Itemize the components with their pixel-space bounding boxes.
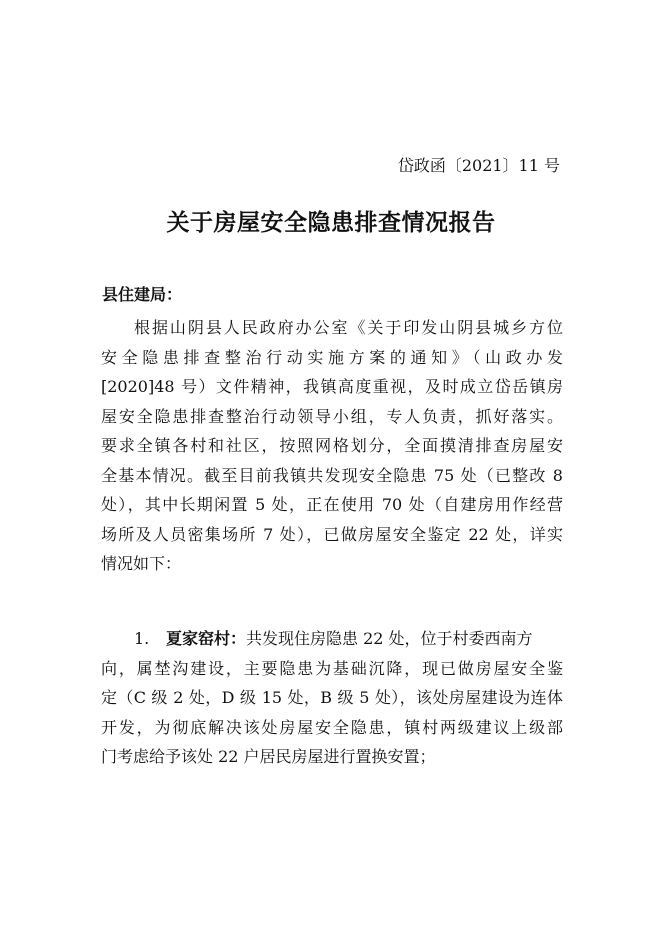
- paragraph-line: 向，属埜沟建设，主要隐患为基础沉降，现已做房屋安全鉴: [101, 658, 563, 678]
- paragraph-line: 门考虑给予该处 22 户居民房屋进行置换安置；: [101, 747, 436, 766]
- paragraph-line: 屋安全隐患排查整治行动领导小组，专人负责，抓好落实。: [101, 406, 563, 426]
- paragraph-line: 场所及人员密集场所 7 处），已做房屋安全鉴定 22 处，详实: [101, 524, 563, 544]
- document-title: 关于房屋安全隐患排查情况报告: [166, 210, 496, 236]
- list-item-village-name: 夏家窑村：: [166, 629, 247, 648]
- list-item-text: 共发现住房隐患 22 处，位于村委西南方: [246, 629, 533, 648]
- paragraph-line: 要求全镇各村和社区，按照网格划分，全面摸清排查房屋安: [101, 436, 563, 455]
- list-item-number: 1.: [134, 629, 150, 648]
- paragraph-line: 根据山阴县人民政府办公室《关于印发山阴县城乡方位: [134, 318, 563, 337]
- paragraph-line: 情况如下：: [101, 554, 182, 573]
- list-item-first-line: [101, 624, 563, 654]
- paragraph-line: 处），其中长期闲置 5 处，正在使用 70 处（自建房用作经营: [101, 495, 563, 514]
- paragraph-line: 开发，为彻底解决该处房屋安全隐患，镇村两级建议上级部: [101, 717, 563, 737]
- list-item-1: [101, 624, 563, 772]
- paragraph-intro: [101, 313, 563, 579]
- paragraph-line: 全基本情况。截至目前我镇共发现安全隐患 75 处（已整改 8: [101, 465, 563, 485]
- salutation: 县住建局：: [102, 285, 183, 304]
- paragraph-line: 安全隐患排查整治行动实施方案的通知》（山政办发: [101, 347, 563, 367]
- document-number: 岱政函〔2021〕11 号: [397, 156, 560, 175]
- paragraph-line: 定（C 级 2 处，D 级 15 处，B 级 5 处），该处房屋建设为连体: [101, 688, 563, 707]
- paragraph-line: [2020]48 号）文件精神，我镇高度重视，及时成立岱岳镇房: [101, 377, 563, 396]
